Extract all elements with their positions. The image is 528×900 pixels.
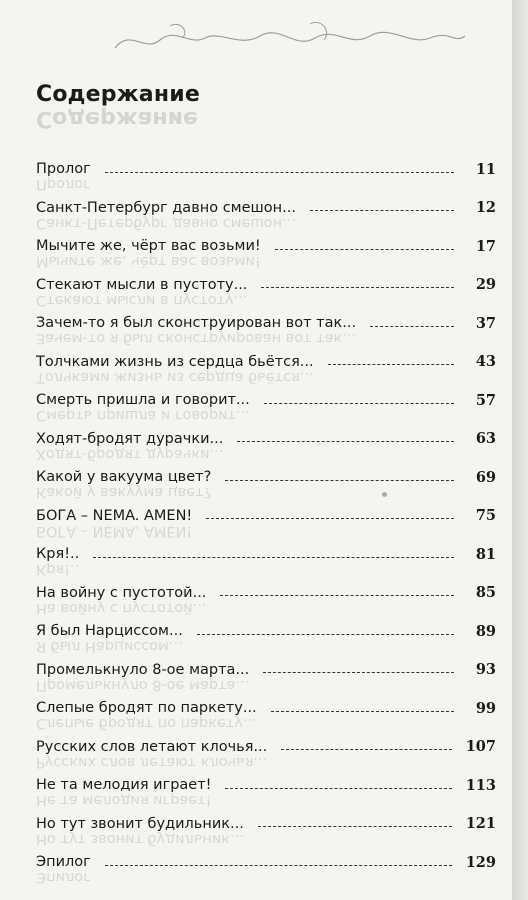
toc-leader-dashes bbox=[93, 557, 454, 558]
toc-title-reflection: Содержание bbox=[36, 106, 198, 131]
toc-leader-dashes bbox=[275, 249, 454, 250]
toc-entry-page: 12 bbox=[475, 199, 496, 216]
toc-entry-page: 29 bbox=[475, 276, 496, 293]
toc-entry-page: 85 bbox=[475, 584, 496, 601]
toc-entry bbox=[36, 543, 496, 565]
toc-entry-title: Я был Нарциссом... bbox=[36, 623, 183, 639]
toc-entry-reflection: Русских слов летают клочья... bbox=[36, 753, 268, 770]
toc-entry-title: Русских слов летают клочья... bbox=[36, 738, 268, 755]
page-edge bbox=[512, 0, 528, 900]
toc-entry-reflection: Санкт-Петербург давно смешон... bbox=[36, 214, 296, 231]
toc-entry-title: Не та мелодия играет! bbox=[36, 777, 212, 793]
toc-entry-page: 93 bbox=[475, 661, 496, 678]
toc-entry-page: 43 bbox=[475, 353, 496, 370]
toc-entry-title: Слепые бродят по паркету... bbox=[36, 700, 257, 716]
toc-entry-title: БОГА – NEMA. AMEN! bbox=[36, 507, 193, 524]
toc-entry-reflection: Но тут звонит будильник... bbox=[36, 830, 244, 847]
toc-entry-reflection: Стекают мысли в пустоту... bbox=[36, 291, 248, 308]
toc-leader-dashes bbox=[225, 788, 451, 789]
toc-entry bbox=[36, 851, 496, 873]
toc-leader-dashes bbox=[105, 865, 452, 866]
toc-leader-dashes bbox=[310, 210, 454, 211]
toc-entry-reflection: Слепые бродят по паркету... bbox=[36, 715, 257, 731]
toc-entry-title: Пролог bbox=[36, 161, 91, 177]
toc-leader-dashes bbox=[264, 403, 454, 404]
toc-entry-page: 75 bbox=[475, 507, 496, 524]
toc-entry-reflection: Какой у вакуума цвет? bbox=[36, 484, 212, 500]
toc-entry-reflection: Пролог bbox=[36, 176, 91, 192]
toc-leader-dashes bbox=[328, 364, 454, 365]
toc-entry-reflection: Ходят-бродят дурачки... bbox=[36, 445, 224, 462]
toc-leader-dashes bbox=[261, 287, 454, 288]
toc-entry-reflection: Кря!.. bbox=[36, 561, 80, 577]
toc-title: Содержание bbox=[36, 82, 200, 107]
toc-entry-title: Стекают мысли в пустоту... bbox=[36, 276, 248, 293]
toc-leader-dashes bbox=[271, 711, 454, 712]
toc-entry-title: Ходят-бродят дурачки... bbox=[36, 430, 224, 447]
toc-entry-title: Мычите же, чёрт вас возьми! bbox=[36, 238, 261, 254]
toc-entry-title: Санкт-Петербург давно смешон... bbox=[36, 199, 296, 216]
toc-entry-page: 17 bbox=[475, 237, 496, 255]
toc-leader-dashes bbox=[220, 595, 454, 596]
toc-entry-reflection: Промелькнуло 8-ое марта... bbox=[36, 676, 250, 693]
toc-entry-page: 89 bbox=[475, 622, 496, 640]
toc-leader-dashes bbox=[370, 326, 454, 327]
toc-leader-dashes bbox=[197, 634, 454, 635]
toc-leader-dashes bbox=[105, 172, 454, 173]
toc-leader-dashes bbox=[263, 672, 454, 673]
toc-entry-page: 107 bbox=[465, 738, 496, 755]
toc-entry-reflection: Не та мелодия играет! bbox=[36, 792, 212, 808]
toc-entry-title: Кря!.. bbox=[36, 546, 80, 562]
toc-entry-title: Смерть пришла и говорит... bbox=[36, 392, 250, 408]
toc-entry-reflection: Эпилог bbox=[36, 869, 91, 885]
toc-leader-dashes bbox=[237, 441, 454, 442]
toc-entry-reflection: Смерть пришла и говорит... bbox=[36, 407, 250, 423]
toc-entry-title: Эпилог bbox=[36, 854, 91, 870]
toc-entry-page: 113 bbox=[465, 776, 496, 794]
toc-entry-page: 37 bbox=[475, 314, 496, 332]
toc-leader-dashes bbox=[225, 480, 454, 481]
toc-entry-page: 69 bbox=[475, 468, 496, 486]
toc-entry-page: 11 bbox=[475, 160, 496, 178]
toc-entry-reflection: Толчками жизнь из сердца бьётся... bbox=[36, 368, 314, 385]
toc-entry-title: Но тут звонит будильник... bbox=[36, 815, 244, 832]
toc-entry-title: Зачем-то я был сконструирован вот так... bbox=[36, 315, 357, 331]
toc-entry-title: На войну с пустотой... bbox=[36, 584, 207, 601]
toc-leader-dashes bbox=[206, 518, 454, 519]
toc-leader-dashes bbox=[281, 749, 451, 750]
toc-entry-title: Какой у вакуума цвет? bbox=[36, 469, 212, 485]
toc-entry-page: 81 bbox=[475, 545, 496, 563]
toc-entry-reflection: Мычите же, чёрт вас возьми! bbox=[36, 253, 261, 269]
toc-entry-reflection: БОГА – NEMA. AMEN! bbox=[36, 522, 193, 539]
toc-entry-page: 121 bbox=[465, 815, 496, 832]
toc-entry-page: 99 bbox=[475, 699, 496, 717]
toc-entry-title: Промелькнуло 8-ое марта... bbox=[36, 661, 250, 678]
toc-entry-title: Толчками жизнь из сердца бьётся... bbox=[36, 353, 314, 370]
toc-entry-reflection: Зачем-то я был сконструирован вот так... bbox=[36, 330, 357, 346]
toc-entry-reflection: На войну с пустотой... bbox=[36, 599, 207, 616]
paper-speck bbox=[382, 492, 387, 497]
toc-entry-page: 63 bbox=[475, 430, 496, 447]
toc-entry-page: 129 bbox=[465, 853, 496, 871]
toc-entry-page: 57 bbox=[475, 391, 496, 409]
toc-entry-reflection: Я был Нарциссом... bbox=[36, 638, 183, 654]
toc-leader-dashes bbox=[258, 826, 452, 827]
toc-entry bbox=[36, 158, 496, 180]
